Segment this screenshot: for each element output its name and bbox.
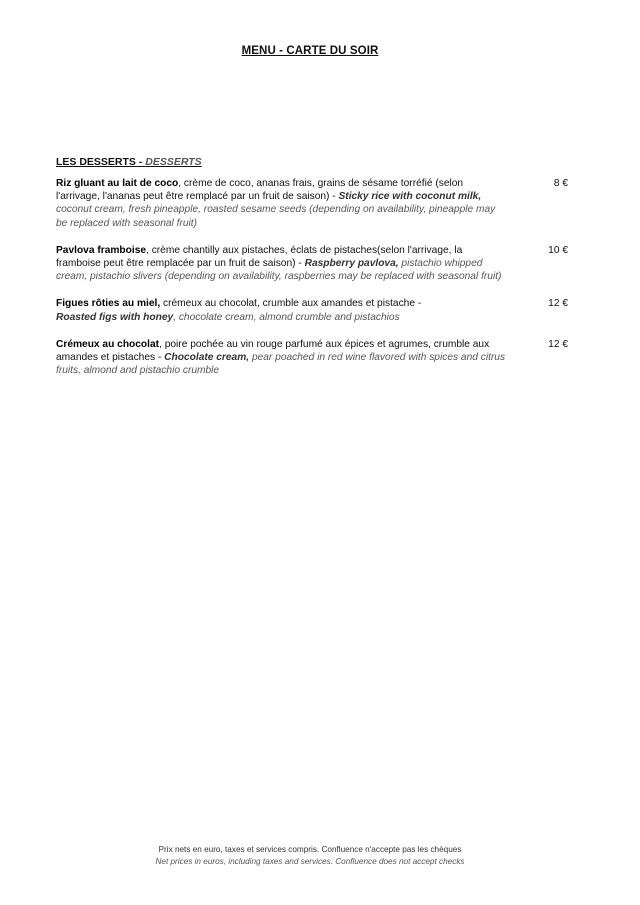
menu-item-description [56, 297, 428, 323]
menu-item-desc-fr: crémeux au chocolat, crumble aux amandes et pistache - [160, 298, 422, 310]
menu-item-name-fr: Pavlova framboise [56, 244, 147, 256]
menu-item-figues [56, 297, 568, 323]
menu-item-desc-en: pistachio whipped cream, pistachio slivers (depending on availability, raspberries may be replaced with seasonal fruit) [56, 258, 502, 283]
menu-item-desc-fr: , poire pochée au vin rouge parfumé aux épices et agrumes, crumble aux amandes et pistaches - [56, 338, 490, 364]
menu-item-price: 12 € [548, 298, 568, 310]
menu-item-description [56, 338, 508, 378]
menu-item-name-en: Chocolate cream, [164, 352, 250, 364]
menu-item-name-fr: Figues rôties au miel, [56, 298, 161, 310]
menu-item-price: 10 € [548, 244, 568, 256]
menu-item-price: 12 € [548, 338, 568, 350]
menu-item-desc-en: pear poached in red wine flavored with spices and citrus fruits, almond and pistachio crumble [56, 352, 506, 377]
menu-item-name-en: Roasted figs with honey [56, 311, 174, 323]
menu-item-price: 8 € [553, 178, 568, 189]
menu-item-description [56, 244, 508, 284]
footer [0, 844, 620, 868]
section-title-separator: - [135, 156, 146, 168]
menu-item-name-fr: Riz gluant au lait de coco [56, 178, 179, 189]
section-title-en: DESSERTS [145, 156, 202, 168]
footer-note-fr: Prix nets en euro, taxes et services compris. Confluence n'accepte pas les chèques [158, 845, 462, 854]
menu-item-desc-fr: , crème de coco, ananas frais, grains de sésame torréfié (selon l'arrivage, l'ananas peut être remplacé par un fruit de saison) - [56, 178, 464, 203]
menu-item-name-en: Sticky rice with coconut milk, [338, 191, 482, 203]
menu-item-name-en: Raspberry pavlova, [304, 258, 399, 270]
menu-item-name-fr: Crémeux au chocolat [56, 338, 160, 350]
menu-item-desc-en: coconut cream, fresh pineapple, roasted sesame seeds (depending on availability, pineapple may be replaced with seasonal fruit) [56, 204, 496, 229]
section-title [56, 156, 202, 168]
menu-item-cremeux [56, 338, 568, 378]
menu-list [56, 177, 568, 391]
page-title: MENU - CARTE DU SOIR [241, 45, 379, 57]
menu-item-desc-fr: , crème chantilly aux pistaches, éclats de pistaches(selon l'arrivage, la framboise peut être remplacée par un fruit de saison) - [56, 244, 463, 270]
menu-item-description [56, 177, 508, 230]
menu-item-riz-gluant [56, 177, 568, 230]
menu-item-pavlova [56, 244, 568, 284]
section-title-fr: LES DESSERTS [56, 156, 136, 168]
footer-note-en: Net prices in euros, including taxes and services. Confluence does not accept checks [155, 857, 465, 866]
menu-item-desc-en: , chocolate cream, almond crumble and pistachios [173, 311, 400, 323]
